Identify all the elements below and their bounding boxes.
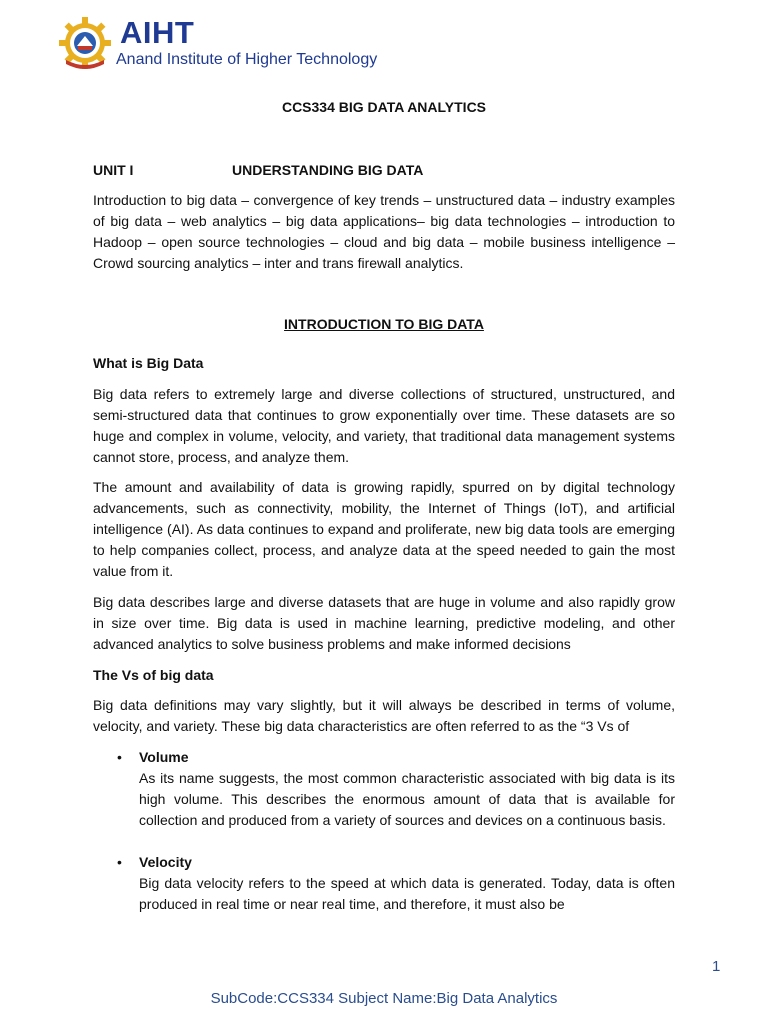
vs-intro-paragraph: Big data definitions may vary slightly, but it will always be described in terms of volume, velocity, and variety. These big data characteristics are often referred to as the “3 Vs of — [93, 697, 675, 734]
what-is-heading: What is Big Data — [93, 355, 204, 371]
list-item-title: Volume — [139, 749, 189, 765]
paragraph: Big data describes large and diverse datasets that are huge in volume and also rapidly grow in size over time. Big data is used in machine learning, predictive modeling, and other advanced analytics to solve business problems and make informed decisions — [93, 594, 675, 652]
list-item-title: Velocity — [139, 854, 192, 870]
institute-name: Anand Institute of Higher Technology — [116, 51, 378, 68]
unit-title: UNDERSTANDING BIG DATA — [232, 162, 424, 178]
paragraph: Big data refers to extremely large and diverse collections of structured, unstructured, and semi-structured data that continues to grow exponentially over time. These datasets are so huge and complex in volume, velocity, and variety, that traditional data management systems cannot store, process, and analyze them. — [93, 386, 675, 465]
logo-abbreviation: AIHT — [120, 15, 195, 50]
bullet-icon: • — [117, 854, 122, 870]
list-item-body: Big data velocity refers to the speed at which data is generated. Today, data is often produced in real time or near real time, and therefore, it must also be — [139, 875, 675, 912]
institute-emblem-icon — [58, 16, 112, 70]
vs-heading: The Vs of big data — [93, 667, 214, 683]
page-footer: SubCode:CCS334 Subject Name:Big Data Analytics — [210, 990, 558, 1007]
unit-heading — [93, 162, 424, 178]
section-heading: INTRODUCTION TO BIG DATA — [284, 316, 484, 332]
bullet-icon: • — [117, 749, 122, 765]
course-title: CCS334 BIG DATA ANALYTICS — [281, 99, 487, 115]
unit-label: UNIT I — [93, 162, 134, 178]
syllabus-paragraph: Introduction to big data – convergence of key trends – unstructured data – industry examples of big data – web analytics – big data applications– big data technologies – introduction to Hadoop – open source technologies – cloud and big data – mobile business intelligence – Crowd sourcing analytics – inter and trans firewall analytics. — [93, 192, 675, 271]
list-item-body: As its name suggests, the most common characteristic associated with big data is its high volume. This describes the enormous amount of data that is available for collection and produced from a variety of sources and devices on a continuous basis. — [139, 770, 675, 828]
institute-logo — [58, 14, 418, 72]
page-number: 1 — [712, 958, 721, 975]
paragraph: The amount and availability of data is growing rapidly, spurred on by digital technology advancements, such as connectivity, mobility, the Internet of Things (IoT), and artificial intelligence (AI). As data continues to expand and proliferate, new big data tools are emerging to help companies collect, process, and analyze data at the speed needed to gain the most value from it. — [93, 479, 675, 579]
